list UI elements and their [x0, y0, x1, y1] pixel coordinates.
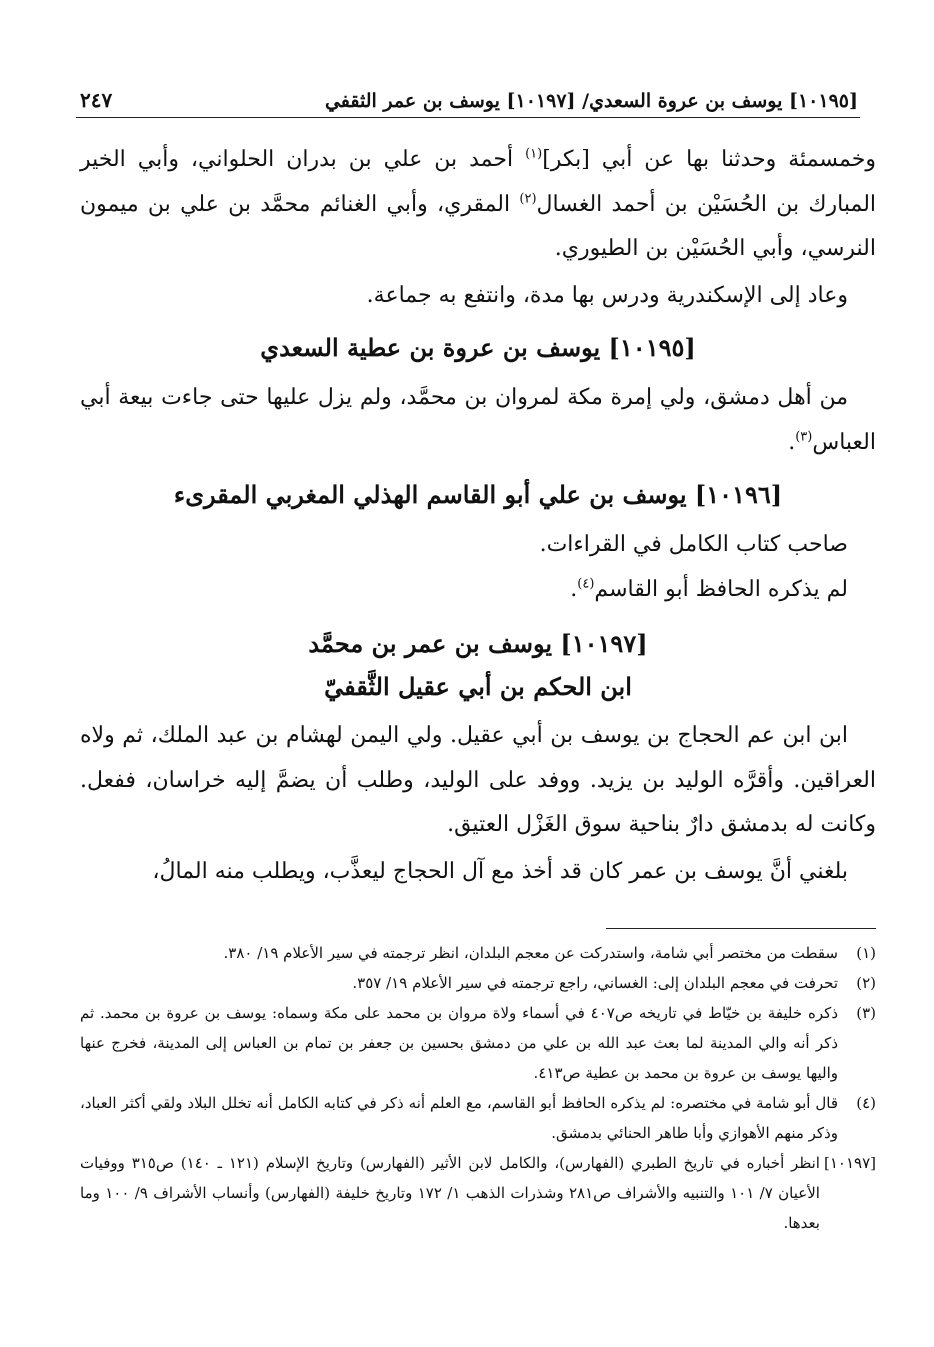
text-segment: المقري، وأبي الغنائم محمَّد بن علي بن ميمون النرسي، وأبي الحُسَيْن بن الطيوري. — [80, 191, 876, 261]
footnote-text: ذكره خليفة بن خيّاط في تاريخه ص٤٠٧ في أسماء ولاة مروان بن محمد على مكة وسماه: يوسف بن عروة بن محمد. ثم ذكر أنه والي المدينة لما بعث عبد الله بن علي من دمشق بحسين بن جعفر بن تمام بن العباس إلى المدينة، فخرج عنها واليها يوسف بن عروة بن محمد بن عطية ص٤١٣. — [80, 1004, 838, 1082]
entry-title-line: [١٠١٩٧] يوسف بن عمر بن محمَّد — [308, 629, 648, 658]
entry-text-10195 — [80, 376, 876, 465]
footnote — [80, 938, 876, 968]
entry-title-10197 — [80, 622, 876, 708]
footnote-rule — [606, 928, 876, 929]
text-segment: من أهل دمشق، ولي إمرة مكة لمروان بن محمَّد، ولم يزل عليها حتى جاءت بيعة أبي العباس — [80, 385, 876, 455]
entry-title-10195: [١٠١٩٥] يوسف بن عروة بن عطية السعدي — [260, 333, 696, 362]
entry-title-line: ابن الحكم بن أبي عقيل الثَّقفيّ — [324, 672, 632, 701]
page-header — [80, 78, 858, 112]
running-title: [١٠١٩٥] يوسف بن عروة السعدي/ [١٠١٩٧] يوسف بن عمر الثقفي — [324, 90, 858, 112]
text-segment: أحمد بن علي بن بدران الحلواني، وأبي الخير المبارك بن الحُسَيْن بن أحمد الغسال — [80, 147, 877, 217]
footnote-number: [١٠١٩٧] — [823, 1154, 876, 1172]
footnote-ref-1: (١) — [525, 146, 543, 162]
footnote-ref-4: (٤) — [577, 576, 595, 592]
footnote-number: (٤) — [856, 1094, 876, 1112]
paragraph: وعاد إلى الإسكندرية ودرس بها مدة، وانتفع به جماعة. — [366, 282, 848, 308]
entry-title-10196: [١٠١٩٦] يوسف بن علي أبو القاسم الهذلي المغربي المقرىء — [173, 480, 783, 509]
entry-text-10197: ابن ابن عم الحجاج بن يوسف بن أبي عقيل. ولي اليمن لهشام بن عبد الملك، ثم ولاه العراقين. وأقرَّه الوليد بن يزيد. ووفد على الوليد، وطلب أن يضمَّ إليه خراسان، ففعل. وكانت له بدمشق دارٌ بناحية سوق الغَزْل العتيق. — [80, 723, 876, 837]
entry-text-10196: صاحب كتاب الكامل في القراءات. — [539, 532, 848, 557]
footnote — [80, 998, 876, 1088]
footnotes — [80, 938, 876, 1238]
text-segment: لم يذكره الحافظ أبو القاسم — [594, 576, 848, 602]
footnote-ref-3: (٣) — [795, 429, 813, 445]
text-segment: وخمسمئة وحدثنا بها عن أبي [بكر] — [542, 147, 876, 172]
footnote-text: سقطت من مختصر أبي شامة، واستدركت عن معجم البلدان، انظر ترجمته في سير الأعلام ١٩/ ٣٨٠. — [223, 944, 838, 962]
page-number: ٢٤٧ — [80, 88, 113, 112]
footnote-text: قال أبو شامة في مختصره: لم يذكره الحافظ أبو القاسم، مع العلم أنه ذكر في كتابه الكامل أنه تخلل البلاد ولقي أكثر العباد، وذكر منهم الأهوازي وأبا طاهر الحنائي بدمشق. — [80, 1094, 838, 1142]
footnote-number: (١) — [856, 944, 876, 962]
entry-text-10196-note — [80, 568, 876, 613]
entry-text-10197-cont: بلغني أنَّ يوسف بن عمر كان قد أخذ مع آل الحجاج ليعذَّب، ويطلب منه المالُ، — [152, 858, 848, 884]
footnote-sources — [80, 1148, 876, 1238]
footnote-ref-2: (٢) — [519, 191, 537, 207]
footnote-number: (٢) — [856, 974, 876, 992]
footnote — [80, 1088, 876, 1148]
footnote-number: (٣) — [856, 1004, 876, 1022]
text-segment: . — [788, 429, 796, 455]
footnote-text: انظر أخباره في تاريخ الطبري (الفهارس)، والكامل لابن الأثير (الفهارس) وتاريخ الإسلام (١٢١ ـ ١٤٠) ص٣١٥ ووفيات الأعيان ٧/ ١٠١ والتنبيه والأشراف ص٢٨١ وشذرات الذهب ١/ ١٧٢ وتاريخ خليفة (الفهارس) وأنساب الأشراف ٩/ ١٠٠ وما بعدها. — [80, 1154, 820, 1232]
footnote — [80, 968, 876, 998]
paragraph-continuation — [80, 138, 876, 272]
text-segment: . — [570, 576, 578, 602]
footnote-text: تحرفت في معجم البلدان إلى: الغساني، راجع ترجمته في سير الأعلام ١٩/ ٣٥٧. — [352, 974, 838, 992]
main-text — [80, 138, 876, 894]
header-rule — [76, 117, 860, 118]
